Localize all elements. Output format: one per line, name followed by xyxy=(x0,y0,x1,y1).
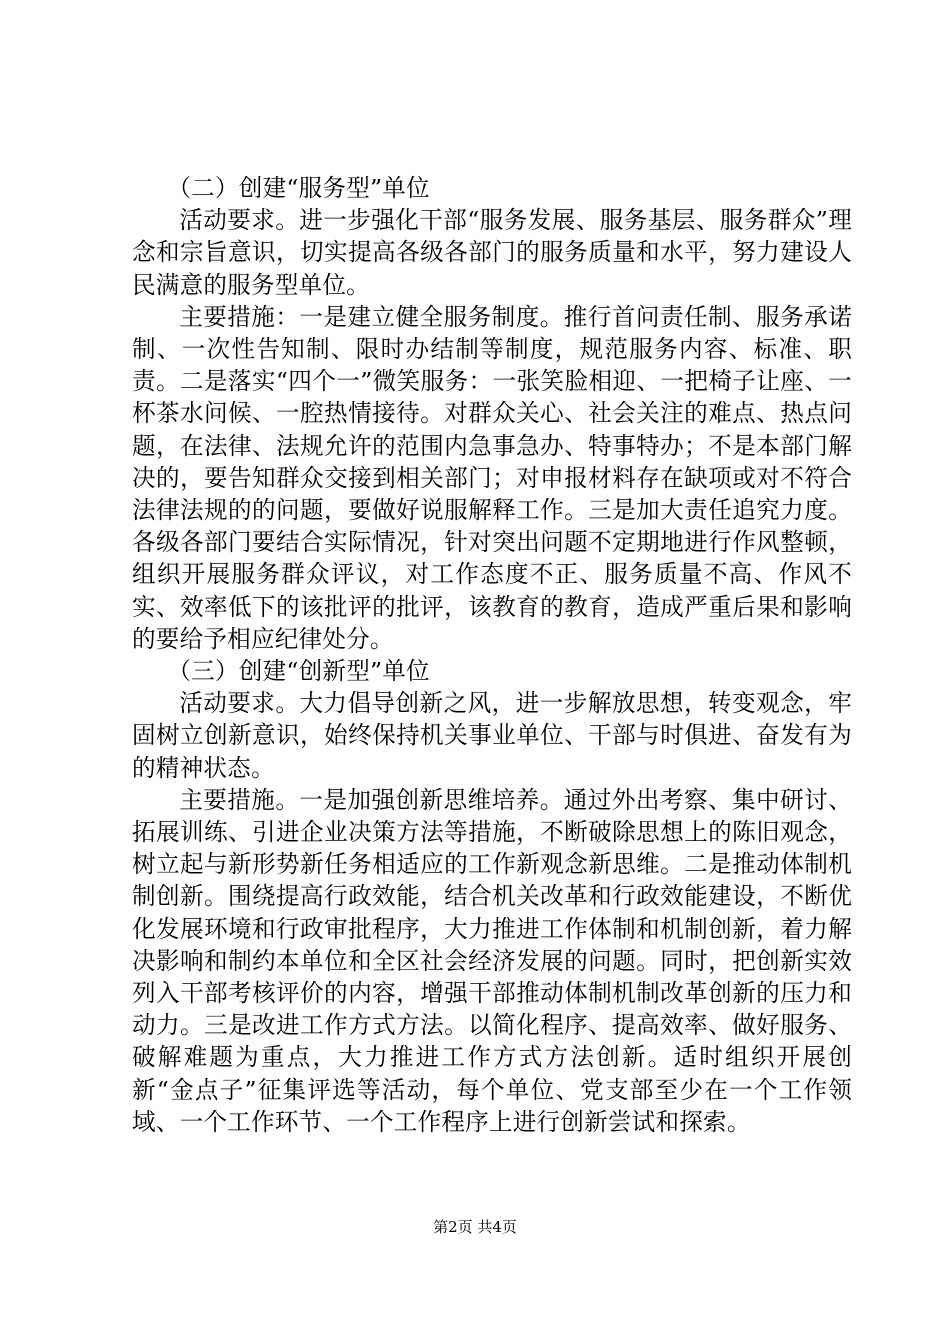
paragraph-innovation-requirements: 活动要求。大力倡导创新之风，进一步解放思想，转变观念，牢固树立创新意识，始终保持机关事业单位、干部与时俱进、奋发有为的精神状态。 xyxy=(132,689,852,782)
section-heading-service: （二）创建“服务型”单位 xyxy=(167,174,430,202)
document-body xyxy=(132,172,852,1138)
paragraph-service-measures: 主要措施：一是建立健全服务制度。推行首问责任制、服务承诺制、一次性告知制、限时办结制等制度，规范服务内容、标准、职责。二是落实“四个一”微笑服务：一张笑脸相迎、一把椅子让座、一杯茶水问候、一腔热情接待。对群众关心、社会关注的难点、热点问题，在法律、法规允许的范围内急事急办、特事特办；不是本部门解决的，要告知群众交接到相关部门；对申报材料存在缺项或对不符合法律法规的的问题，要做好说服解释工作。三是加大责任追究力度。各级各部门要结合实际情况，针对突出问题不定期地进行作风整顿，组织开展服务群众评议，对工作态度不正、服务质量不高、作风不实、效率低下的该批评的批评，该教育的教育，造成严重后果和影响的要给予相应纪律处分。 xyxy=(132,302,852,653)
paragraph-service-requirements: 活动要求。进一步强化干部“服务发展、服务基层、服务群众”理念和宗旨意识，切实提高各级各部门的服务质量和水平，努力建设人民满意的服务型单位。 xyxy=(132,206,852,299)
section-heading-innovation: （三）创建“创新型”单位 xyxy=(167,657,430,686)
paragraph-innovation-measures: 主要措施。一是加强创新思维培养。通过外出考察、集中研讨、拓展训练、引进企业决策方法等措施，不断破除思想上的陈旧观念，树立起与新形势新任务相适应的工作新观念新思维。二是推动体制机制创新。围绕提高行政效能，结合机关改革和行政效能建设，不断优化发展环境和行政审批程序，大力推进工作体制和机制创新，着力解决影响和制约本单位和全区社会经济发展的问题。同时，把创新实效列入干部考核评价的内容，增强干部推动体制机制改革创新的压力和动力。三是改进工作方式方法。以简化程序、提高效率、做好服务、破解难题为重点，大力推进工作方式方法创新。适时组织开展创新“金点子”征集评选等活动，每个单位、党支部至少在一个工作领域、一个工作环节、一个工作程序上进行创新尝试和探索。 xyxy=(132,785,852,1136)
page-number-footer: 第2页 共4页 xyxy=(433,1218,517,1236)
